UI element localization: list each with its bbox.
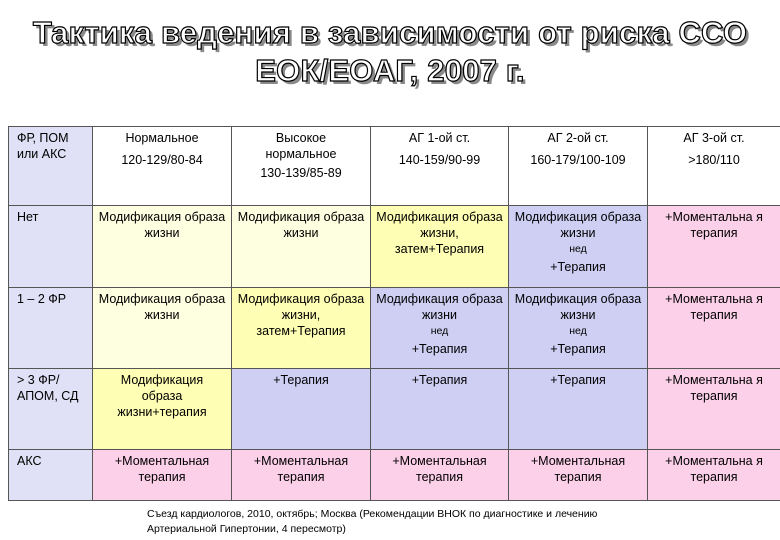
header-col-value: 160-179/100-109 xyxy=(530,153,626,167)
cell-small: нед xyxy=(430,325,449,337)
table-cell xyxy=(509,288,648,369)
table-row xyxy=(9,206,780,288)
header-col-normal xyxy=(93,127,232,206)
header-col-name: Нормальное xyxy=(125,131,199,145)
table-cell: Модификация образа жизни xyxy=(232,206,371,288)
cell-extra: +Терапия xyxy=(550,260,606,274)
footnote xyxy=(147,507,597,537)
table-row xyxy=(9,450,780,501)
header-col-value: 140-159/90-99 xyxy=(398,153,481,167)
risk-tactics-table xyxy=(8,126,780,501)
header-col-value: >180/110 xyxy=(688,153,740,167)
row-label: АКС xyxy=(9,450,93,501)
footnote-line-2: Артериальной Гипертонии, 4 пересмотр) xyxy=(147,523,346,535)
table-cell: +Терапия xyxy=(371,369,509,450)
header-col-name: Высокое нормальное xyxy=(265,131,337,161)
cell-extra: +Терапия xyxy=(550,342,606,356)
table-header-row xyxy=(9,127,780,206)
table-cell: +Моментальна я терапия xyxy=(648,450,780,501)
header-col-high-normal xyxy=(232,127,371,206)
header-col-ag1 xyxy=(371,127,509,206)
table-cell: +Моментальна я терапия xyxy=(648,369,780,450)
header-col-ag2 xyxy=(509,127,648,206)
header-col-name: АГ 3-ой ст. xyxy=(683,131,745,145)
table-cell xyxy=(509,206,648,288)
table-cell: +Моментальна я терапия xyxy=(648,288,780,369)
table-cell: Модификация образа жизни xyxy=(93,288,232,369)
header-col-name: АГ 1-ой ст. xyxy=(408,131,471,145)
table-cell: Модификация образа жизни, затем+Терапия xyxy=(232,288,371,369)
cell-small: нед xyxy=(569,243,587,255)
table-row xyxy=(9,288,780,369)
table-cell: +Терапия xyxy=(232,369,371,450)
table-cell: +Моментальная терапия xyxy=(232,450,371,501)
table-cell: +Моментальная терапия xyxy=(371,450,509,501)
cell-text: Модификация образа жизни xyxy=(514,292,642,322)
footnote-line-1: Съезд кардиологов, 2010, октябрь; Москва (Рекомендации ВНОК по диагностике и лечению xyxy=(147,508,598,520)
row-label: > 3 ФР/ АПОМ, СД xyxy=(9,369,93,450)
header-col-ag3 xyxy=(648,127,780,206)
cell-extra: +Терапия xyxy=(411,342,468,356)
page-title xyxy=(0,14,780,90)
table-cell: +Терапия xyxy=(509,369,648,450)
header-col-value: 130-139/85-89 xyxy=(260,166,342,180)
header-col-name: АГ 2-ой ст. xyxy=(547,131,609,145)
table-cell: Модификация образа жизни+терапия xyxy=(93,369,232,450)
row-label: Нет xyxy=(9,206,93,288)
table-cell: +Моментальная терапия xyxy=(93,450,232,501)
cell-text: Модификация образа жизни xyxy=(376,292,503,322)
header-row-label-text: ФР, ПОМ или АКС xyxy=(17,131,69,161)
table-cell xyxy=(371,288,509,369)
row-label: 1 – 2 ФР xyxy=(9,288,93,369)
header-col-value: 120-129/80-84 xyxy=(121,153,203,167)
title-line-1: Тактика ведения в зависимости от риска ССО xyxy=(32,15,748,50)
title-line-2: ЕОК/ЕОАГ, 2007 г. xyxy=(255,53,525,88)
table-cell: +Моментальная терапия xyxy=(509,450,648,501)
cell-text: Модификация образа жизни xyxy=(514,210,642,240)
table-row xyxy=(9,369,780,450)
table-cell: Модификация образа жизни, затем+Терапия xyxy=(371,206,509,288)
table-cell: +Моментальна я терапия xyxy=(648,206,780,288)
cell-small: нед xyxy=(569,325,587,337)
header-row-label xyxy=(9,127,93,206)
table-cell: Модификация образа жизни xyxy=(93,206,232,288)
